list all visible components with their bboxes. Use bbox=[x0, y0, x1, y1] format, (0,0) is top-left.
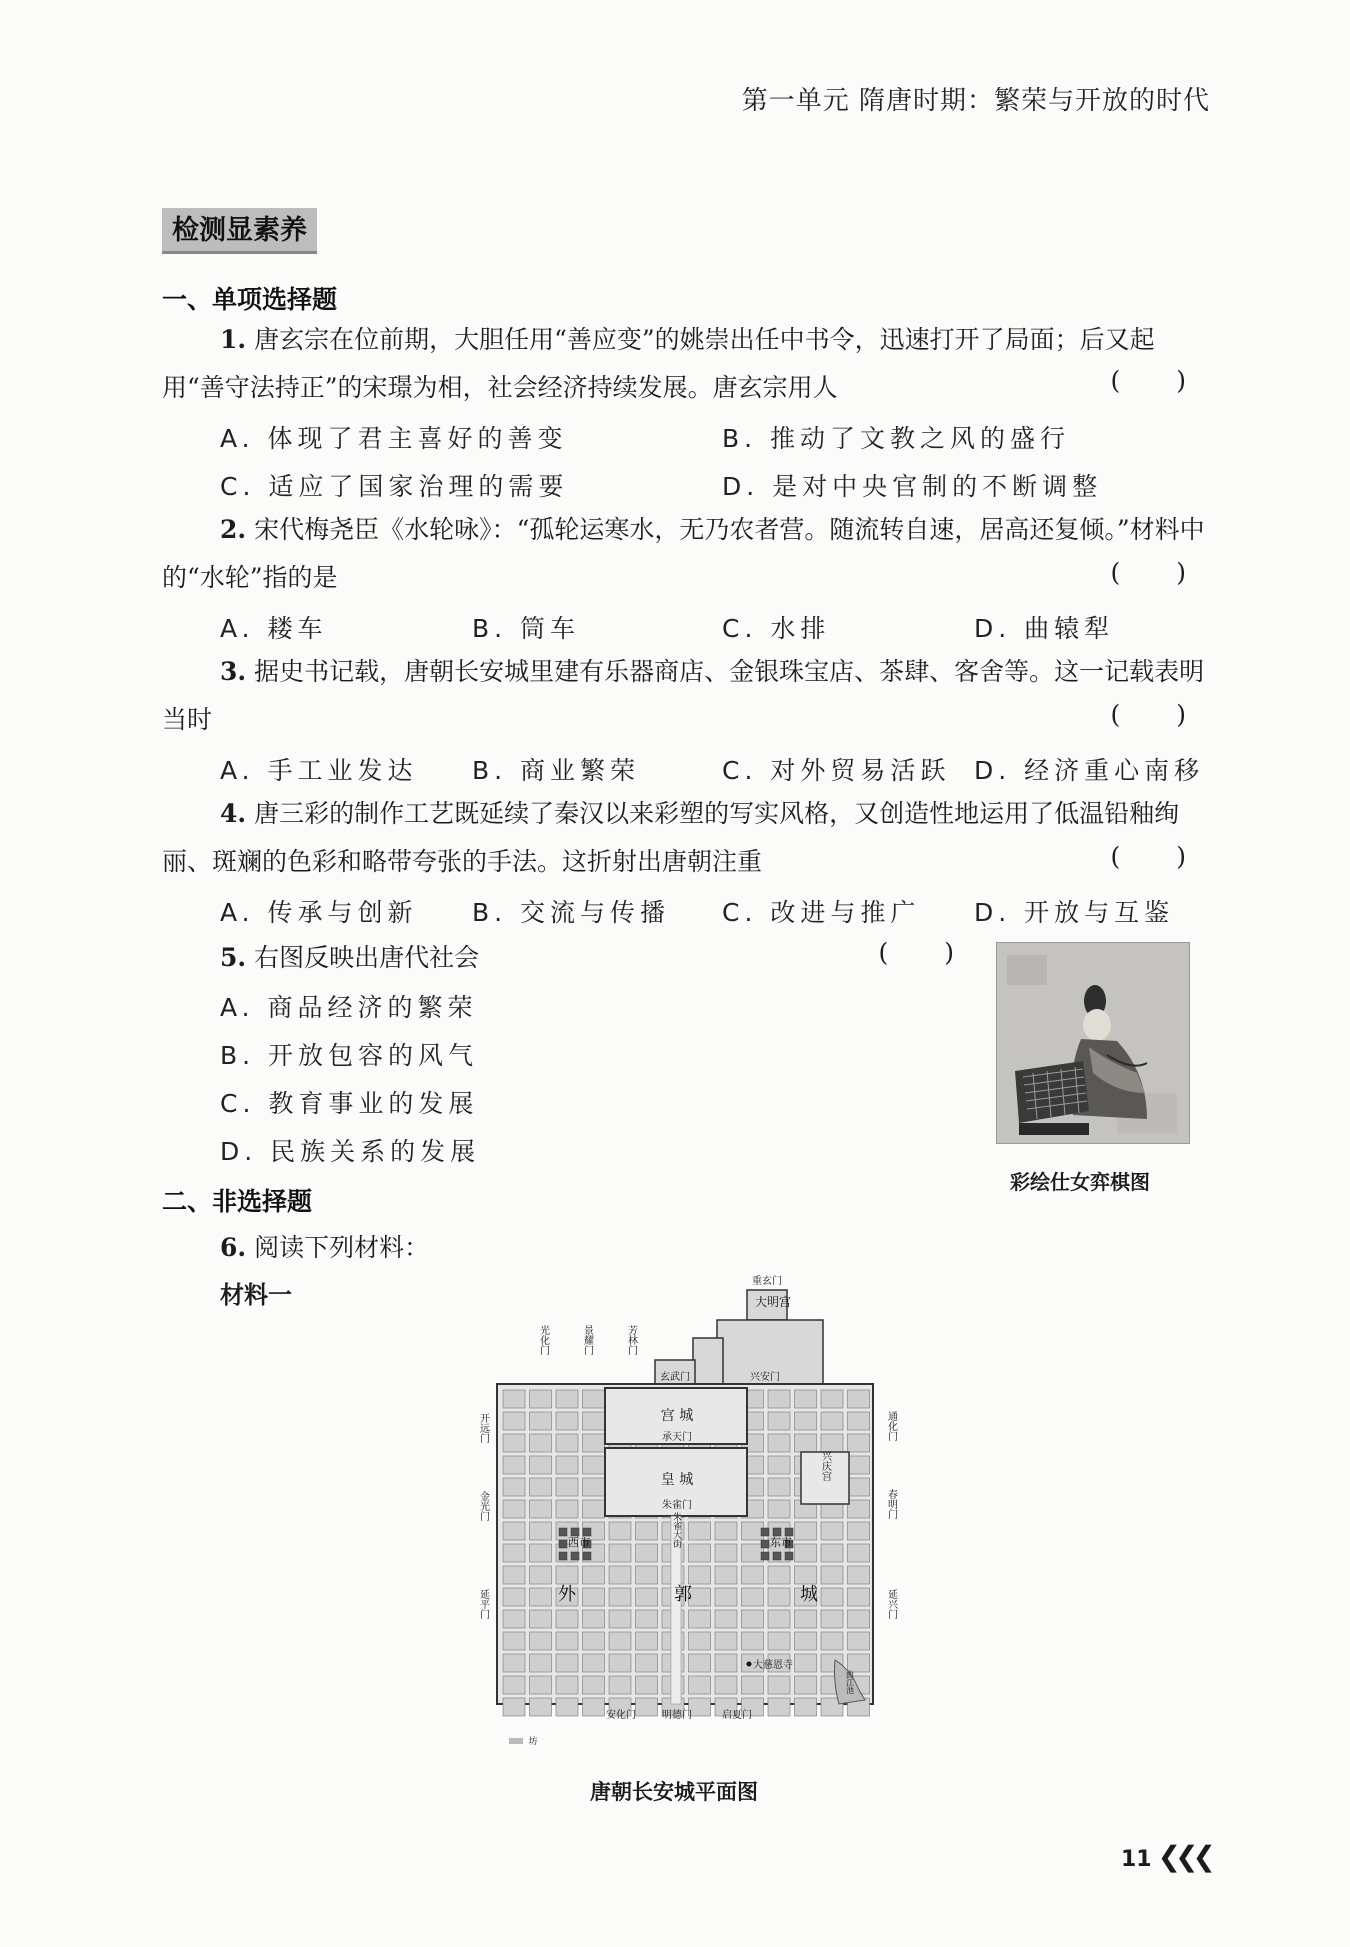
map-ward-block bbox=[715, 1566, 737, 1584]
map-ward-block bbox=[715, 1676, 737, 1694]
map-ward-block bbox=[503, 1566, 525, 1584]
question-2 bbox=[162, 506, 1212, 602]
map-ward-block bbox=[715, 1654, 737, 1672]
map-ward-block bbox=[848, 1588, 870, 1606]
option-a: A. 商品经济的繁荣 bbox=[220, 993, 478, 1022]
part2-title: 二、非选择题 bbox=[162, 1187, 313, 1216]
map-ward-block bbox=[609, 1522, 631, 1540]
map-ward-block bbox=[768, 1610, 790, 1628]
map-label-fang: 坊 bbox=[528, 1737, 538, 1747]
map-ward-block bbox=[715, 1544, 737, 1562]
map-ward-block bbox=[609, 1654, 631, 1672]
map-ward-block bbox=[530, 1610, 552, 1628]
map-label-yanxing: 延兴门 bbox=[885, 1589, 897, 1619]
map-ward-block bbox=[530, 1632, 552, 1650]
option-a: A. 耧车 bbox=[220, 614, 328, 643]
map-ward-block bbox=[848, 1390, 870, 1408]
map-ward-block bbox=[556, 1390, 578, 1408]
map-ward-block bbox=[583, 1390, 605, 1408]
map-ward-block bbox=[503, 1412, 525, 1430]
section-title: 检测显素养 bbox=[162, 208, 317, 254]
part1-title: 一、单项选择题 bbox=[162, 285, 338, 314]
map-label-chengtian: 承天门 bbox=[662, 1432, 692, 1443]
map-ward-block bbox=[583, 1588, 605, 1606]
map-ward-block bbox=[689, 1676, 711, 1694]
question-number: 6. bbox=[220, 1233, 247, 1262]
map-ward-block bbox=[742, 1522, 764, 1540]
question-text: 阅读下列材料： bbox=[254, 1233, 430, 1262]
map-label-jinguang: 金光门 bbox=[477, 1491, 489, 1521]
map-ward-block bbox=[530, 1390, 552, 1408]
map-ward-block bbox=[556, 1500, 578, 1518]
painting-image bbox=[996, 942, 1190, 1144]
map-ward-block bbox=[636, 1544, 658, 1562]
map-label-qujiang: 曲江池 bbox=[845, 1670, 855, 1694]
map-ward-block bbox=[768, 1566, 790, 1584]
map-ward-block bbox=[768, 1676, 790, 1694]
map-marker-dayan bbox=[747, 1662, 752, 1667]
map-ward-block bbox=[848, 1412, 870, 1430]
map-ward-block bbox=[689, 1522, 711, 1540]
map-ward-block bbox=[503, 1698, 525, 1716]
option-d: D. 开放与互鉴 bbox=[974, 898, 1175, 927]
map-ward-block bbox=[503, 1588, 525, 1606]
painting-caption: 彩绘仕女弈棋图 bbox=[1010, 1170, 1150, 1194]
map-ward-block bbox=[768, 1588, 790, 1606]
map-ward-block bbox=[848, 1632, 870, 1650]
map-ward-block bbox=[689, 1544, 711, 1562]
map-ward-block bbox=[609, 1544, 631, 1562]
map-ward-block bbox=[689, 1632, 711, 1650]
option-d: D. 是对中央官制的不断调整 bbox=[722, 472, 1103, 501]
map-ward-block bbox=[689, 1654, 711, 1672]
map-ward-block bbox=[503, 1544, 525, 1562]
map-ward-block bbox=[609, 1632, 631, 1650]
map-ward-block bbox=[742, 1566, 764, 1584]
option-c: C. 对外贸易活跃 bbox=[722, 756, 951, 785]
answer-bracket: ( ) bbox=[1110, 366, 1210, 395]
map-ward-block bbox=[530, 1500, 552, 1518]
map-label-cheng: 城 bbox=[800, 1584, 818, 1605]
map-ward-block bbox=[848, 1566, 870, 1584]
map-ward-block bbox=[503, 1390, 525, 1408]
answer-bracket: ( ) bbox=[1110, 842, 1210, 871]
option-c: C. 水排 bbox=[722, 614, 831, 643]
question-6 bbox=[220, 1228, 429, 1264]
map-ward-block bbox=[795, 1632, 817, 1650]
material-label: 材料一 bbox=[220, 1281, 292, 1309]
map-ward-block bbox=[795, 1522, 817, 1540]
map-ward-block bbox=[583, 1676, 605, 1694]
question-3 bbox=[162, 648, 1212, 744]
map-ward-block bbox=[530, 1456, 552, 1474]
map-ward-block bbox=[636, 1588, 658, 1606]
answer-bracket: ( ) bbox=[1110, 558, 1210, 587]
question-text: 宋代梅尧臣《水轮咏》：“孤轮运寒水，无乃农者营。随流转自速，居高还复倾。”材料中的“水轮”指的是 bbox=[162, 515, 1205, 592]
map-ward-block bbox=[715, 1588, 737, 1606]
map-ward-block bbox=[848, 1522, 870, 1540]
option-a: A. 手工业发达 bbox=[220, 756, 418, 785]
map-ward-block bbox=[795, 1698, 817, 1716]
map-ward-block bbox=[742, 1632, 764, 1650]
map-label-qixia: 启夏门 bbox=[722, 1710, 752, 1721]
map-ward-block bbox=[583, 1566, 605, 1584]
page-number bbox=[1121, 1840, 1210, 1873]
question-number: 5. bbox=[220, 943, 247, 972]
map-ward-block bbox=[503, 1676, 525, 1694]
map-ward-block bbox=[530, 1522, 552, 1540]
question-4 bbox=[162, 790, 1212, 886]
map-label-jingyao: 景耀门 bbox=[581, 1325, 593, 1355]
map-ward-block bbox=[609, 1566, 631, 1584]
map-ward-block bbox=[503, 1522, 525, 1540]
map-ward-block bbox=[795, 1676, 817, 1694]
map-ward-block bbox=[636, 1676, 658, 1694]
map-ward-block bbox=[795, 1434, 817, 1452]
map-label-chunming: 春明门 bbox=[885, 1489, 897, 1519]
map-label-xuanwu: 玄武门 bbox=[660, 1372, 690, 1383]
map-ward-block bbox=[795, 1654, 817, 1672]
page-arrows-icon: ❮❮❮ bbox=[1157, 1840, 1210, 1873]
map-ward-block bbox=[583, 1610, 605, 1628]
question-number: 1. bbox=[220, 325, 247, 354]
option-a: A. 体现了君主喜好的善变 bbox=[220, 424, 568, 453]
option-b: B. 开放包容的风气 bbox=[220, 1041, 479, 1070]
changan-map bbox=[455, 1270, 915, 1770]
map-ward-block bbox=[821, 1390, 843, 1408]
map-ward-block bbox=[768, 1698, 790, 1716]
map-label-gongcheng: 宫 城 bbox=[660, 1408, 694, 1424]
map-label-street: 朱雀大街 bbox=[671, 1512, 681, 1548]
map-label-anhua: 安化门 bbox=[606, 1710, 636, 1721]
option-b: B. 推动了文教之风的盛行 bbox=[722, 424, 1071, 453]
map-ward-block bbox=[556, 1478, 578, 1496]
question-1 bbox=[162, 316, 1212, 412]
map-ward-block bbox=[530, 1676, 552, 1694]
map-ward-block bbox=[636, 1522, 658, 1540]
map-ward-block bbox=[821, 1412, 843, 1430]
map-ward-block bbox=[556, 1698, 578, 1716]
map-ward-block bbox=[768, 1412, 790, 1430]
map-ward-block bbox=[530, 1654, 552, 1672]
question-text: 唐三彩的制作工艺既延续了秦汉以来彩塑的写实风格，又创造性地运用了低温铅釉绚丽、斑斓的色彩和略带夸张的手法。这折射出唐朝注重 bbox=[162, 799, 1180, 876]
map-label-yanping: 延平门 bbox=[477, 1589, 489, 1619]
page-number-text: 11 bbox=[1120, 1847, 1152, 1872]
map-label-mingde: 明德门 bbox=[662, 1710, 692, 1721]
map-ward-block bbox=[795, 1566, 817, 1584]
map-ward-block bbox=[768, 1500, 790, 1518]
map-ward-block bbox=[636, 1632, 658, 1650]
map-ward-block bbox=[583, 1412, 605, 1430]
map-ward-block bbox=[503, 1654, 525, 1672]
map-ward-block bbox=[503, 1478, 525, 1496]
map-label-dongshi: 东市 bbox=[770, 1536, 792, 1549]
map-ward-block bbox=[583, 1434, 605, 1452]
map-ward-block bbox=[636, 1698, 658, 1716]
map-ward-block bbox=[821, 1522, 843, 1540]
option-c: C. 教育事业的发展 bbox=[220, 1089, 479, 1118]
map-ward-block bbox=[503, 1456, 525, 1474]
map-ward-block bbox=[583, 1456, 605, 1474]
map-ward-block bbox=[848, 1434, 870, 1452]
map-ward-block bbox=[503, 1632, 525, 1650]
map-ward-block bbox=[636, 1566, 658, 1584]
option-c: C. 适应了国家治理的需要 bbox=[220, 472, 569, 501]
map-label-guo: 郭 bbox=[674, 1584, 692, 1605]
map-label-guanghua: 光化门 bbox=[537, 1325, 549, 1355]
map-ward-block bbox=[530, 1434, 552, 1452]
map-ward-block bbox=[768, 1632, 790, 1650]
map-ward-block bbox=[821, 1632, 843, 1650]
map-ward-block bbox=[795, 1390, 817, 1408]
map-label-wai: 外 bbox=[558, 1584, 576, 1605]
map-ward-block bbox=[583, 1698, 605, 1716]
map-label-xingqing: 兴庆宫 bbox=[819, 1451, 831, 1481]
map-label-dayan: 大慈恩寺 bbox=[753, 1660, 793, 1671]
map-label-kaiyuan: 开远门 bbox=[477, 1413, 489, 1443]
option-b: B. 商业繁荣 bbox=[472, 756, 641, 785]
map-ward-block bbox=[503, 1434, 525, 1452]
map-ward-block bbox=[821, 1566, 843, 1584]
map-ward-block bbox=[848, 1500, 870, 1518]
question-text: 唐玄宗在位前期，大胆任用“善应变”的姚崇出任中书令，迅速打开了局面；后又起用“善守法持正”的宋璟为相，社会经济持续发展。唐玄宗用人 bbox=[162, 325, 1155, 402]
question-5 bbox=[220, 938, 479, 974]
map-label-huangcheng: 皇 城 bbox=[660, 1472, 694, 1488]
map-ward-block bbox=[609, 1588, 631, 1606]
answer-bracket: ( ) bbox=[878, 938, 978, 967]
map-ward-block bbox=[848, 1456, 870, 1474]
map-ward-block bbox=[530, 1412, 552, 1430]
map-ward-block bbox=[768, 1478, 790, 1496]
map-ward-block bbox=[742, 1610, 764, 1628]
option-c: C. 改进与推广 bbox=[722, 898, 921, 927]
map-ward-block bbox=[556, 1610, 578, 1628]
map-label-zhuque: 朱雀门 bbox=[662, 1500, 692, 1511]
map-ward-block bbox=[609, 1676, 631, 1694]
map-ward-block bbox=[556, 1456, 578, 1474]
answer-bracket: ( ) bbox=[1110, 700, 1210, 729]
map-ward-block bbox=[609, 1610, 631, 1628]
map-ward-block bbox=[530, 1588, 552, 1606]
map-ward-block bbox=[848, 1544, 870, 1562]
map-ward-block bbox=[583, 1478, 605, 1496]
map-ward-block bbox=[768, 1434, 790, 1452]
option-d: D. 曲辕犁 bbox=[974, 614, 1115, 643]
map-ward-block bbox=[768, 1390, 790, 1408]
map-label-tonghua: 通化门 bbox=[885, 1411, 897, 1441]
map-label-xingan: 兴安门 bbox=[750, 1372, 780, 1383]
map-ward-block bbox=[715, 1522, 737, 1540]
map-ward-block bbox=[636, 1610, 658, 1628]
map-ward-block bbox=[636, 1654, 658, 1672]
map-ward-block bbox=[503, 1610, 525, 1628]
map-ward-block bbox=[583, 1500, 605, 1518]
map-ward-block bbox=[795, 1610, 817, 1628]
map-ward-block bbox=[689, 1610, 711, 1628]
map-ward-block bbox=[689, 1566, 711, 1584]
map-ward-block bbox=[848, 1478, 870, 1496]
running-header: 第一单元 隋唐时期：繁荣与开放的时代 bbox=[741, 86, 1210, 116]
map-label-daming: 大明宫 bbox=[754, 1295, 792, 1309]
map-ward-block bbox=[848, 1610, 870, 1628]
map-ward-block bbox=[715, 1632, 737, 1650]
option-d: D. 民族关系的发展 bbox=[220, 1137, 481, 1166]
map-ward-block bbox=[530, 1478, 552, 1496]
map-ward-block bbox=[821, 1544, 843, 1562]
option-a: A. 传承与创新 bbox=[220, 898, 418, 927]
option-b: B. 交流与传播 bbox=[472, 898, 671, 927]
map-ward-block bbox=[742, 1588, 764, 1606]
map-ward-block bbox=[821, 1588, 843, 1606]
map-ward-block bbox=[821, 1610, 843, 1628]
map-label-xishi: 西市 bbox=[568, 1536, 590, 1549]
map-ward-block bbox=[556, 1632, 578, 1650]
map-ward-block bbox=[795, 1544, 817, 1562]
map-ward-block bbox=[715, 1610, 737, 1628]
map-ward-block bbox=[556, 1676, 578, 1694]
map-label-chongxuan: 重玄门 bbox=[752, 1276, 782, 1287]
map-ward-block bbox=[556, 1654, 578, 1672]
map-ward-block bbox=[821, 1434, 843, 1452]
map-ward-block bbox=[556, 1566, 578, 1584]
map-ward-block bbox=[742, 1544, 764, 1562]
map-ward-block bbox=[583, 1632, 605, 1650]
option-b: B. 筒车 bbox=[472, 614, 581, 643]
map-ward-block bbox=[742, 1676, 764, 1694]
map-ward-block bbox=[768, 1456, 790, 1474]
question-number: 3. bbox=[220, 657, 247, 686]
map-ward-block bbox=[556, 1412, 578, 1430]
map-ward-block bbox=[583, 1654, 605, 1672]
map-label-fanglin: 芳林门 bbox=[625, 1325, 637, 1355]
map-ward-block bbox=[530, 1544, 552, 1562]
option-d: D. 经济重心南移 bbox=[974, 756, 1205, 785]
question-text: 右图反映出唐代社会 bbox=[254, 943, 480, 972]
question-number: 4. bbox=[220, 799, 247, 828]
map-ward-block bbox=[795, 1412, 817, 1430]
map-caption: 唐朝长安城平面图 bbox=[590, 1780, 758, 1804]
map-ward-block bbox=[530, 1698, 552, 1716]
map-ward-block bbox=[503, 1500, 525, 1518]
map-ward-block bbox=[556, 1434, 578, 1452]
map-legend-swatch bbox=[509, 1738, 523, 1744]
map-ward-block bbox=[530, 1566, 552, 1584]
question-number: 2. bbox=[220, 515, 247, 544]
question-text: 据史书记载，唐朝长安城里建有乐器商店、金银珠宝店、茶肆、客舍等。这一记载表明当时 bbox=[162, 657, 1205, 734]
